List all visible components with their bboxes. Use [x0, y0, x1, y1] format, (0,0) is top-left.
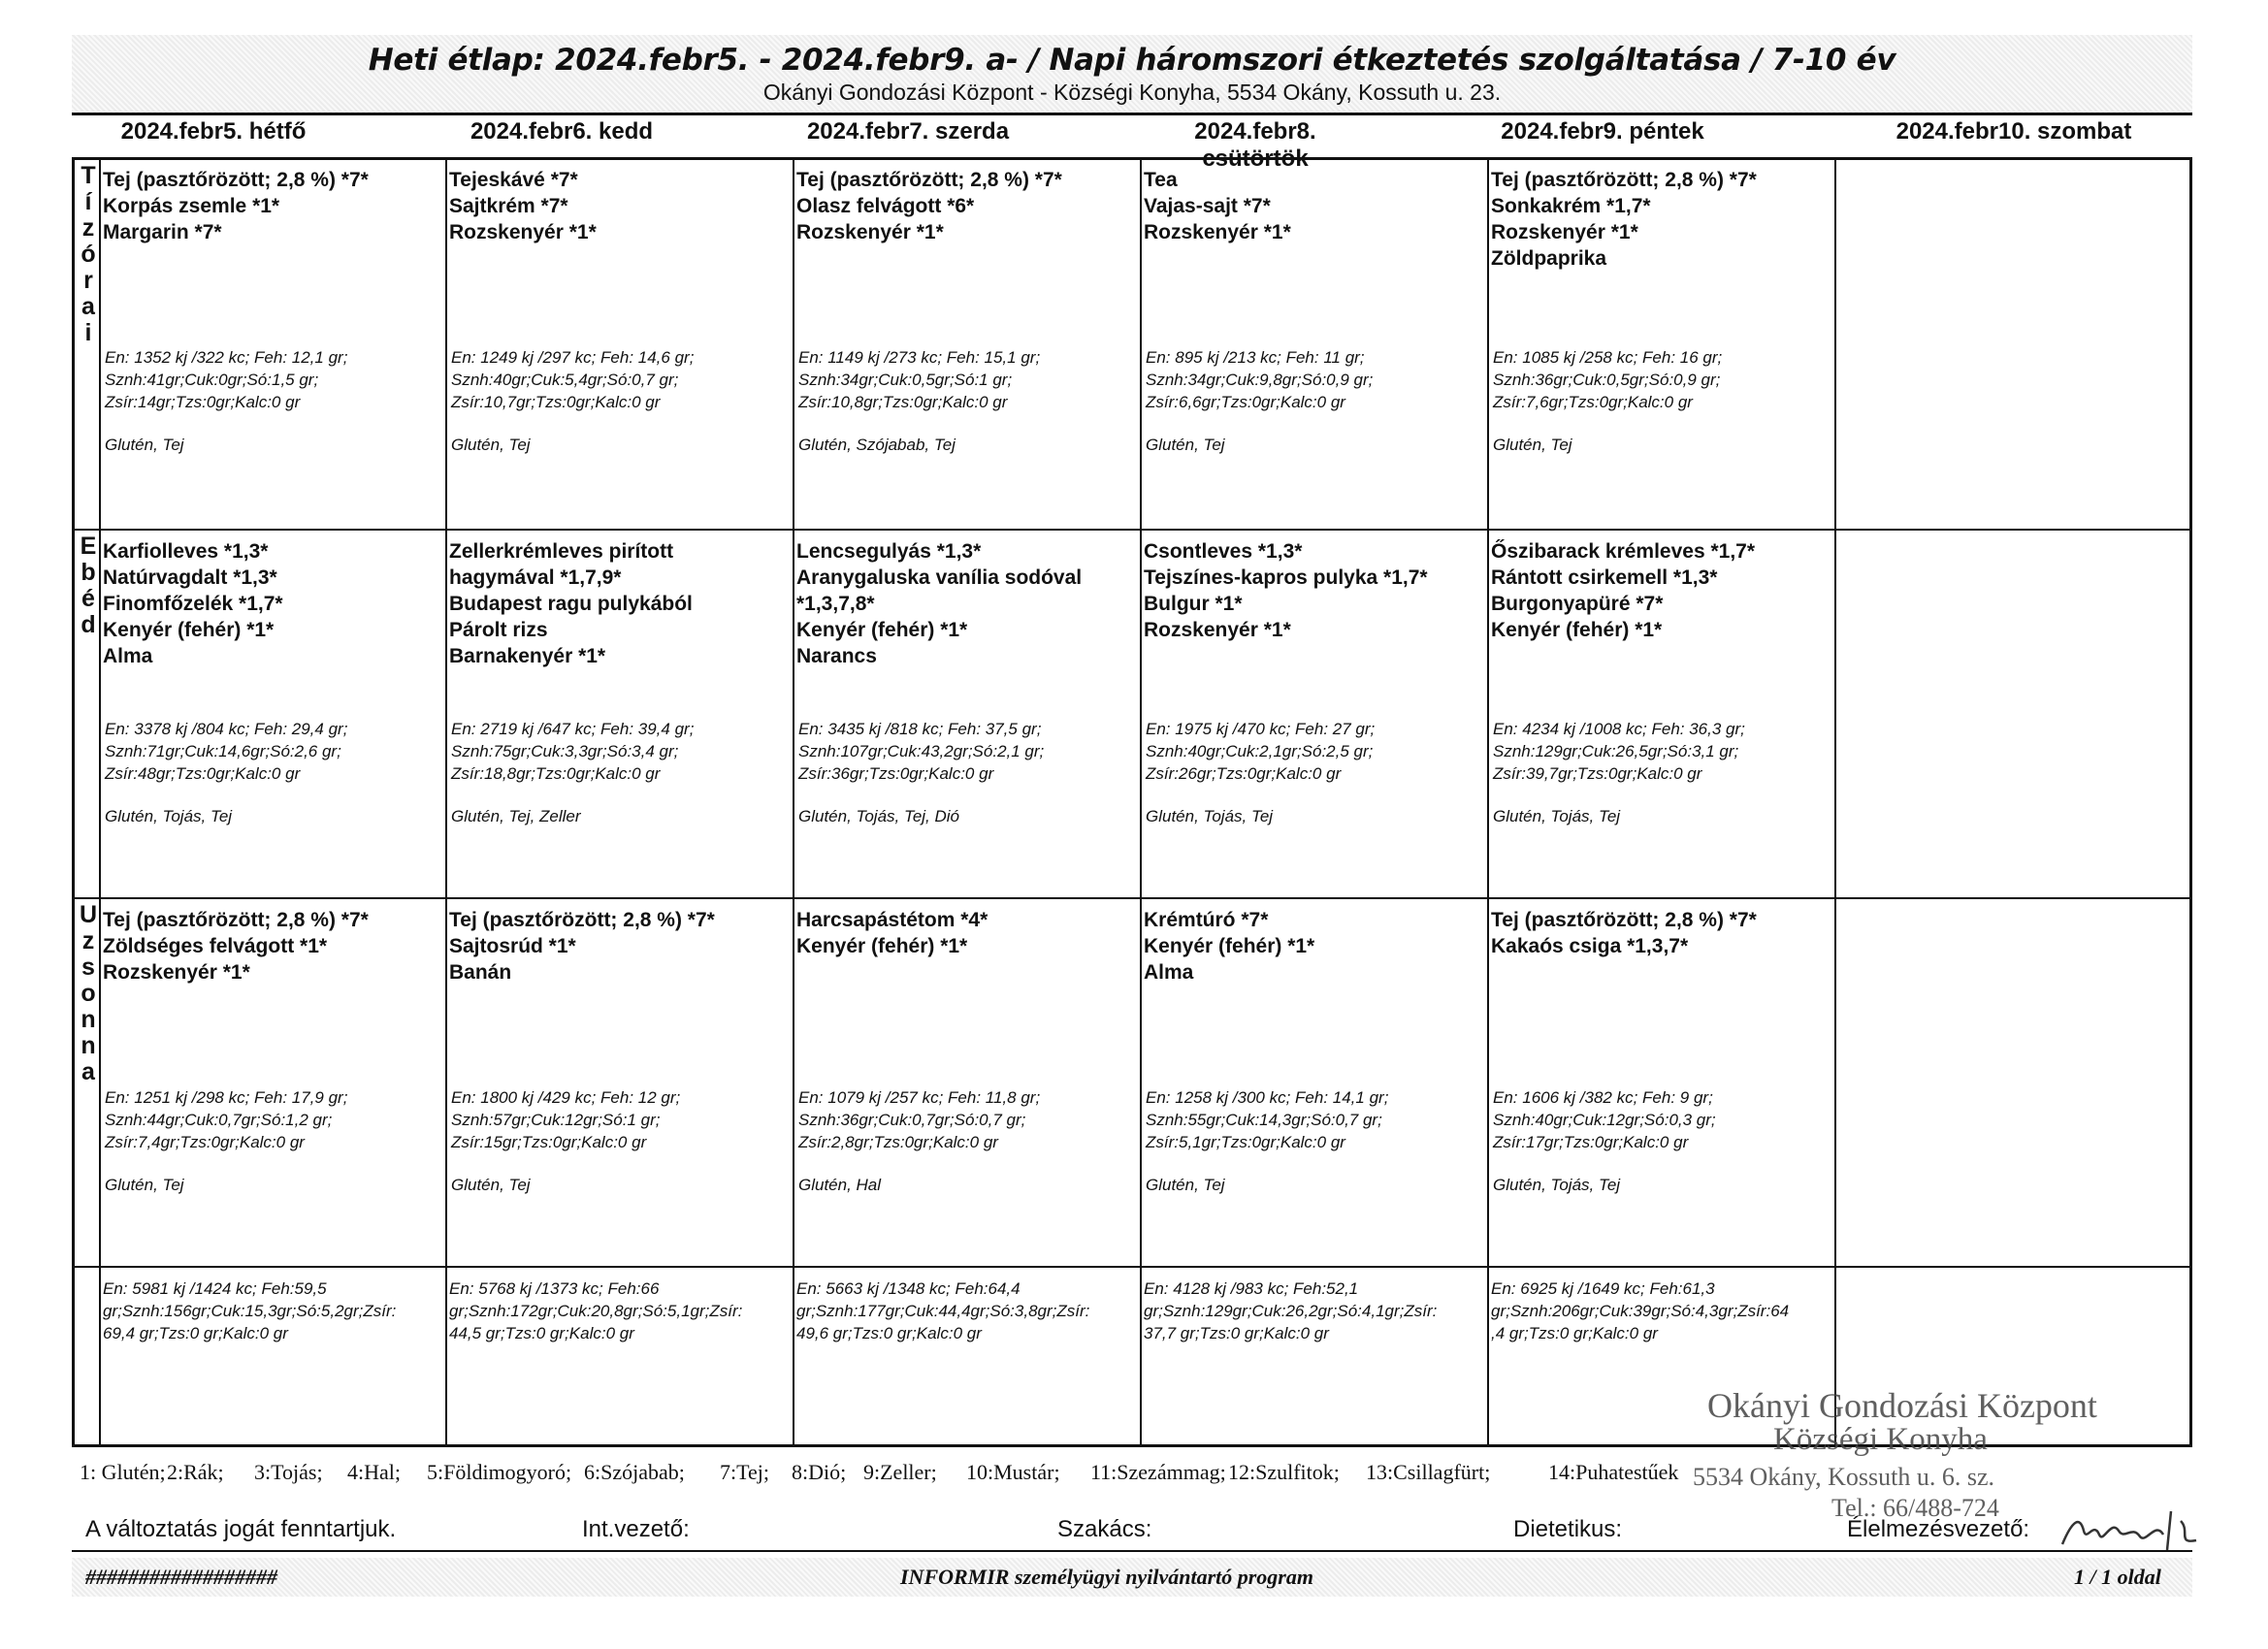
allergen-list: Glutén, Tej	[1146, 436, 1225, 454]
menu-cell	[1489, 899, 1834, 1266]
dish-item: Budapest ragu pulykából	[449, 593, 693, 615]
dish-list	[449, 167, 791, 245]
nutrition-info	[451, 718, 694, 785]
legend-item: 6:Szójabab;	[584, 1460, 685, 1484]
dish-item: Tej (pasztőrözött; 2,8 %) *7*	[103, 169, 369, 191]
day-header-wednesday: 2024.febr7. szerda	[806, 118, 1010, 145]
menu-cell	[447, 899, 793, 1266]
day-header-thursday: 2024.febr8. csütörtök	[1194, 118, 1316, 172]
dish-item: Őszibarack krémleves *1,7*	[1491, 540, 1756, 563]
legend-item: 14:Puhatestűek	[1548, 1460, 1679, 1484]
legend-item: 8:Dió;	[792, 1460, 847, 1484]
nutrition-line: Sznh:40gr;Cuk:5,4gr;Só:0,7 gr;	[451, 371, 679, 389]
dish-item: Sonkakrém *1,7*	[1491, 195, 1651, 217]
nutrition-line: Zsír:36gr;Tzs:0gr;Kalc:0 gr	[798, 764, 994, 783]
nutrition-line: Sznh:36gr;Cuk:0,5gr;Só:0,9 gr;	[1493, 371, 1721, 389]
daily-total-cell	[1142, 1268, 1487, 1445]
dish-item: Tej (pasztőrözött; 2,8 %) *7*	[1491, 909, 1757, 931]
allergen-list: Glutén, Tojás, Tej	[1493, 807, 1621, 825]
day-header-monday: 2024.febr5. hétfő	[120, 118, 307, 145]
nutrition-line: Zsír:2,8gr;Tzs:0gr;Kalc:0 gr	[798, 1133, 998, 1151]
nutrition-line: Zsír:10,8gr;Tzs:0gr;Kalc:0 gr	[798, 393, 1008, 411]
nutrition-line: En: 1352 kj /322 kc; Feh: 12,1 gr;	[105, 348, 348, 367]
nutrition-line: Zsír:18,8gr;Tzs:0gr;Kalc:0 gr	[451, 764, 661, 783]
nutrition-line: En: 3378 kj /804 kc; Feh: 29,4 gr;	[105, 720, 348, 738]
dish-item: Tea	[1144, 169, 1178, 191]
nutrition-line: Sznh:40gr;Cuk:12gr;Só:0,3 gr;	[1493, 1111, 1716, 1129]
dish-list	[1491, 538, 1832, 643]
dish-item: Kakaós csiga *1,3,7*	[1491, 935, 1689, 957]
allergen-list: Glutén, Tojás, Tej	[105, 807, 233, 825]
legend-item: 3:Tojás;	[254, 1460, 323, 1484]
nutrition-line: Sznh:107gr;Cuk:43,2gr;Só:2,1 gr;	[798, 742, 1045, 760]
legend-item: 12:Szulfitok;	[1228, 1460, 1340, 1484]
footer-program-name: INFORMIR személyügyi nyilvántartó program	[900, 1565, 1313, 1589]
dish-item: Korpás zsemle *1*	[103, 195, 280, 217]
daily-total-line: 69,4 gr;Tzs:0 gr;Kalc:0 gr	[103, 1324, 288, 1342]
dish-item: Rozskenyér *1*	[103, 961, 250, 984]
dish-item: Alma	[1144, 961, 1194, 984]
dish-item: Vajas-sajt *7*	[1144, 195, 1271, 217]
daily-total-line: En: 5768 kj /1373 kc; Feh:66	[449, 1279, 660, 1298]
szakacs-label: Szakács:	[1057, 1516, 1152, 1542]
meal-label-ebed: E b é d	[80, 533, 97, 638]
elelmezesvezeto-label: Élelmezésvezető:	[1847, 1516, 2030, 1542]
dish-item: Barnakenyér *1*	[449, 645, 606, 667]
dish-item: Zöldpaprika	[1491, 247, 1607, 270]
nutrition-info	[451, 346, 694, 413]
dish-item: Rozskenyér *1*	[1144, 619, 1291, 641]
nutrition-line: Zsír:15gr;Tzs:0gr;Kalc:0 gr	[451, 1133, 647, 1151]
allergen-list: Glutén, Tej	[451, 1176, 531, 1194]
dish-item: Rántott csirkemell *1,3*	[1491, 566, 1718, 589]
dish-item: *1,3,7,8*	[796, 593, 875, 615]
nutrition-line: En: 1606 kj /382 kc; Feh: 9 gr;	[1493, 1088, 1713, 1107]
stamp-line-2: Községi Konyha	[1773, 1422, 1988, 1457]
stamp-line-3: 5534 Okány, Kossuth u. 6. sz.	[1693, 1463, 1995, 1491]
dish-item: Aranygaluska vanília sodóval	[796, 566, 1083, 589]
dish-item: Zellerkrémleves pirított	[449, 540, 674, 563]
day-header-tuesday: 2024.febr6. kedd	[470, 118, 654, 145]
nutrition-line: Zsír:48gr;Tzs:0gr;Kalc:0 gr	[105, 764, 301, 783]
nutrition-line: Zsír:14gr;Tzs:0gr;Kalc:0 gr	[105, 393, 301, 411]
dish-item: Rozskenyér *1*	[796, 221, 944, 243]
allergen-list: Glutén, Hal	[798, 1176, 882, 1194]
nutrition-line: En: 1249 kj /297 kc; Feh: 14,6 gr;	[451, 348, 695, 367]
daily-total-cell	[101, 1268, 445, 1445]
nutrition-info	[105, 346, 347, 413]
nutrition-line: En: 1085 kj /258 kc; Feh: 16 gr;	[1493, 348, 1723, 367]
menu-cell	[1142, 531, 1487, 897]
nutrition-line: Sznh:34gr;Cuk:0,5gr;Só:1 gr;	[798, 371, 1013, 389]
legend-item: 7:Tej;	[720, 1460, 770, 1484]
daily-total-line: En: 5981 kj /1424 kc; Feh:59,5	[103, 1279, 327, 1298]
dish-item: Natúrvagdalt *1,3*	[103, 566, 277, 589]
nutrition-info	[1493, 718, 1745, 785]
daily-total	[449, 1277, 791, 1344]
nutrition-info	[105, 718, 347, 785]
dish-item: Rozskenyér *1*	[449, 221, 597, 243]
nutrition-info	[798, 346, 1040, 413]
menu-cell	[447, 159, 793, 529]
daily-total	[1144, 1277, 1485, 1344]
dish-item: Tej (pasztőrözött; 2,8 %) *7*	[103, 909, 369, 931]
dish-item: Karfiolleves *1,3*	[103, 540, 269, 563]
legend-item: 10:Mustár;	[966, 1460, 1060, 1484]
daily-total-line: 44,5 gr;Tzs:0 gr;Kalc:0 gr	[449, 1324, 634, 1342]
dish-item: Sajtkrém *7*	[449, 195, 568, 217]
nutrition-line: Zsír:7,6gr;Tzs:0gr;Kalc:0 gr	[1493, 393, 1693, 411]
dish-item: Csontleves *1,3*	[1144, 540, 1303, 563]
page-title: Heti étlap: 2024.febr5. - 2024.febr9. a- / Napi háromszori étkeztetés szolgáltatása / 7-10 év	[368, 43, 1896, 78]
dish-item: Tejeskávé *7*	[449, 169, 578, 191]
nutrition-line: En: 1251 kj /298 kc; Feh: 17,9 gr;	[105, 1088, 348, 1107]
allergen-list: Glutén, Tojás, Tej	[1493, 1176, 1621, 1194]
dish-list	[796, 538, 1138, 669]
meal-label-uzsonna: U z s o n n a	[79, 901, 98, 1085]
nutrition-line: En: 1079 kj /257 kc; Feh: 11,8 gr;	[798, 1088, 1041, 1107]
dish-item: Krémtúró *7*	[1144, 909, 1269, 931]
dish-list	[796, 907, 1138, 959]
menu-cell	[1142, 899, 1487, 1266]
nutrition-line: Sznh:55gr;Cuk:14,3gr;Só:0,7 gr;	[1146, 1111, 1382, 1129]
nutrition-line: En: 1800 kj /429 kc; Feh: 12 gr;	[451, 1088, 681, 1107]
legend-item: 13:Csillagfürt;	[1366, 1460, 1491, 1484]
nutrition-line: Zsír:5,1gr;Tzs:0gr;Kalc:0 gr	[1146, 1133, 1345, 1151]
nutrition-info	[451, 1086, 680, 1153]
daily-total-line: 37,7 gr;Tzs:0 gr;Kalc:0 gr	[1144, 1324, 1329, 1342]
footer-page-number: 1 / 1 oldal	[2074, 1565, 2161, 1589]
menu-cell	[101, 531, 445, 897]
nutrition-line: En: 3435 kj /818 kc; Feh: 37,5 gr;	[798, 720, 1042, 738]
dish-item: Párolt rizs	[449, 619, 548, 641]
nutrition-info	[1146, 1086, 1388, 1153]
nutrition-line: Sznh:75gr;Cuk:3,3gr;Só:3,4 gr;	[451, 742, 679, 760]
allergen-list: Glutén, Tej	[105, 436, 184, 454]
menu-cell	[794, 531, 1140, 897]
nutrition-line: En: 1149 kj /273 kc; Feh: 15,1 gr;	[798, 348, 1041, 367]
dish-list	[1491, 167, 1832, 272]
daily-total-line: gr;Sznh:129gr;Cuk:26,2gr;Só:4,1gr;Zsír:	[1144, 1302, 1438, 1320]
dish-list	[1144, 538, 1485, 643]
allergen-list: Glutén, Tojás, Tej	[1146, 807, 1274, 825]
nutrition-line: Zsír:26gr;Tzs:0gr;Kalc:0 gr	[1146, 764, 1342, 783]
nutrition-line: Sznh:41gr;Cuk:0gr;Só:1,5 gr;	[105, 371, 319, 389]
allergen-list: Glutén, Tojás, Tej, Dió	[798, 807, 959, 825]
nutrition-info	[1146, 718, 1375, 785]
nutrition-line: Sznh:44gr;Cuk:0,7gr;Só:1,2 gr;	[105, 1111, 333, 1129]
dish-item: Finomfőzelék *1,7*	[103, 593, 283, 615]
dish-item: Rozskenyér *1*	[1491, 221, 1638, 243]
nutrition-info	[1493, 1086, 1716, 1153]
nutrition-line: Sznh:57gr;Cuk:12gr;Só:1 gr;	[451, 1111, 661, 1129]
legend-item: 9:Zeller;	[863, 1460, 937, 1484]
daily-total-cell	[794, 1268, 1140, 1445]
dish-item: Tej (pasztőrözött; 2,8 %) *7*	[796, 169, 1062, 191]
dish-list	[103, 167, 443, 245]
dish-list	[449, 907, 791, 986]
daily-total-cell	[447, 1268, 793, 1445]
dish-item: Kenyér (fehér) *1*	[796, 935, 968, 957]
legend-item: 11:Szezámmag;	[1090, 1460, 1226, 1484]
header-rule	[72, 113, 2192, 115]
nutrition-line: En: 895 kj /213 kc; Feh: 11 gr;	[1146, 348, 1365, 367]
dish-item: Margarin *7*	[103, 221, 222, 243]
footer-hashes: ##################	[85, 1565, 277, 1589]
dish-item: Zöldséges felvágott *1*	[103, 935, 328, 957]
stamp-line-4: Tel.: 66/488-724	[1831, 1494, 1999, 1522]
menu-cell	[1489, 159, 1834, 529]
menu-cell	[794, 899, 1140, 1266]
nutrition-line: Zsír:17gr;Tzs:0gr;Kalc:0 gr	[1493, 1133, 1689, 1151]
dish-item: Kenyér (fehér) *1*	[1491, 619, 1663, 641]
menu-cell	[1142, 159, 1487, 529]
nutrition-line: Sznh:71gr;Cuk:14,6gr;Só:2,6 gr;	[105, 742, 341, 760]
daily-total	[796, 1277, 1138, 1344]
daily-total	[1491, 1277, 1832, 1344]
legend-item: 4:Hal;	[347, 1460, 401, 1484]
dish-list	[449, 538, 791, 669]
daily-total-line: En: 5663 kj /1348 kc; Feh:64,4	[796, 1279, 1021, 1298]
dish-item: Tejszínes-kapros pulyka *1,7*	[1144, 566, 1428, 589]
dish-item: Olasz felvágott *6*	[796, 195, 975, 217]
nutrition-line: En: 2719 kj /647 kc; Feh: 39,4 gr;	[451, 720, 695, 738]
daily-total-line: gr;Sznh:156gr;Cuk:15,3gr;Só:5,2gr;Zsír:	[103, 1302, 397, 1320]
dish-item: Lencsegulyás *1,3*	[796, 540, 982, 563]
legend-item: 1: Glutén;	[80, 1460, 166, 1484]
dietetikus-label: Dietetikus:	[1513, 1516, 1623, 1542]
nutrition-line: Sznh:34gr;Cuk:9,8gr;Só:0,9 gr;	[1146, 371, 1374, 389]
dish-item: Bulgur *1*	[1144, 593, 1243, 615]
dish-item: Rozskenyér *1*	[1144, 221, 1291, 243]
nutrition-line: Zsír:7,4gr;Tzs:0gr;Kalc:0 gr	[105, 1133, 305, 1151]
signature-rule	[72, 1550, 2192, 1552]
dish-item: Tej (pasztőrözött; 2,8 %) *7*	[449, 909, 715, 931]
day-header-friday: 2024.febr9. péntek	[1501, 118, 1704, 145]
daily-total-line: En: 4128 kj /983 kc; Feh:52,1	[1144, 1279, 1359, 1298]
dish-list	[796, 167, 1138, 245]
nutrition-info	[105, 1086, 347, 1153]
nutrition-line: Sznh:129gr;Cuk:26,5gr;Só:3,1 gr;	[1493, 742, 1739, 760]
dish-list	[1144, 907, 1485, 986]
menu-cell	[1836, 531, 2190, 897]
meal-label-tizorai: T í z ó r a i	[81, 162, 96, 346]
dish-list	[1144, 167, 1485, 245]
nutrition-line: En: 1975 kj /470 kc; Feh: 27 gr;	[1146, 720, 1376, 738]
nutrition-line: En: 4234 kj /1008 kc; Feh: 36,3 gr;	[1493, 720, 1745, 738]
dish-list	[103, 907, 443, 986]
dish-item: Kenyér (fehér) *1*	[796, 619, 968, 641]
legend-item: 2:Rák;	[167, 1460, 224, 1484]
nutrition-info	[1146, 346, 1373, 413]
menu-cell	[101, 159, 445, 529]
disclaimer-text: A változtatás jogát fenntartjuk.	[85, 1516, 397, 1542]
allergen-list: Glutén, Tej	[451, 436, 531, 454]
dish-item: Kenyér (fehér) *1*	[1144, 935, 1315, 957]
daily-total-line: gr;Sznh:177gr;Cuk:44,4gr;Só:3,8gr;Zsír:	[796, 1302, 1090, 1320]
page-subtitle: Okányi Gondozási Központ - Községi Konyha, 5534 Okány, Kossuth u. 23.	[762, 80, 1502, 105]
dish-list	[103, 538, 443, 669]
nutrition-line: Zsír:10,7gr;Tzs:0gr;Kalc:0 gr	[451, 393, 661, 411]
nutrition-info	[1493, 346, 1722, 413]
dish-item: Alma	[103, 645, 153, 667]
dish-item: Kenyér (fehér) *1*	[103, 619, 275, 641]
nutrition-line: Zsír:6,6gr;Tzs:0gr;Kalc:0 gr	[1146, 393, 1345, 411]
allergen-list: Glutén, Tej	[1493, 436, 1572, 454]
daily-total-line: En: 6925 kj /1649 kc; Feh:61,3	[1491, 1279, 1715, 1298]
daily-total-line: 49,6 gr;Tzs:0 gr;Kalc:0 gr	[796, 1324, 982, 1342]
dish-item: Burgonyapüré *7*	[1491, 593, 1664, 615]
menu-cell	[1836, 899, 2190, 1266]
menu-cell	[794, 159, 1140, 529]
nutrition-line: Sznh:36gr;Cuk:0,7gr;Só:0,7 gr;	[798, 1111, 1026, 1129]
int-vezeto-label: Int.vezető:	[582, 1516, 690, 1542]
legend-item: 5:Földimogyoró;	[427, 1460, 572, 1484]
daily-total	[103, 1277, 443, 1344]
nutrition-line: Sznh:40gr;Cuk:2,1gr;Só:2,5 gr;	[1146, 742, 1374, 760]
dish-item: Tej (pasztőrözött; 2,8 %) *7*	[1491, 169, 1757, 191]
menu-cell	[1489, 531, 1834, 897]
dish-item: Banán	[449, 961, 512, 984]
dish-item: Narancs	[796, 645, 877, 667]
menu-cell	[1836, 159, 2190, 529]
signature-mark	[2055, 1502, 2210, 1560]
allergen-list: Glutén, Tej	[1146, 1176, 1225, 1194]
nutrition-line: Zsír:39,7gr;Tzs:0gr;Kalc:0 gr	[1493, 764, 1702, 783]
day-header-saturday: 2024.febr10. szombat	[1895, 118, 2132, 145]
dish-list	[1491, 907, 1832, 959]
stamp-line-1: Okányi Gondozási Központ	[1707, 1386, 2097, 1425]
daily-total-line: gr;Sznh:172gr;Cuk:20,8gr;Só:5,1gr;Zsír:	[449, 1302, 743, 1320]
dish-item: Harcsapástétom *4*	[796, 909, 988, 931]
nutrition-info	[798, 1086, 1040, 1153]
allergen-list: Glutén, Tej	[105, 1176, 184, 1194]
menu-cell	[447, 531, 793, 897]
nutrition-info	[798, 718, 1044, 785]
allergen-list: Glutén, Szójabab, Tej	[798, 436, 956, 454]
nutrition-line: En: 1258 kj /300 kc; Feh: 14,1 gr;	[1146, 1088, 1389, 1107]
dish-item: Sajtosrúd *1*	[449, 935, 576, 957]
allergen-list: Glutén, Tej, Zeller	[451, 807, 581, 825]
menu-cell	[101, 899, 445, 1266]
dish-item: hagymával *1,7,9*	[449, 566, 622, 589]
daily-total-line: ,4 gr;Tzs:0 gr;Kalc:0 gr	[1491, 1324, 1658, 1342]
daily-total-line: gr;Sznh:206gr;Cuk:39gr;Só:4,3gr;Zsír:64	[1491, 1302, 1790, 1320]
